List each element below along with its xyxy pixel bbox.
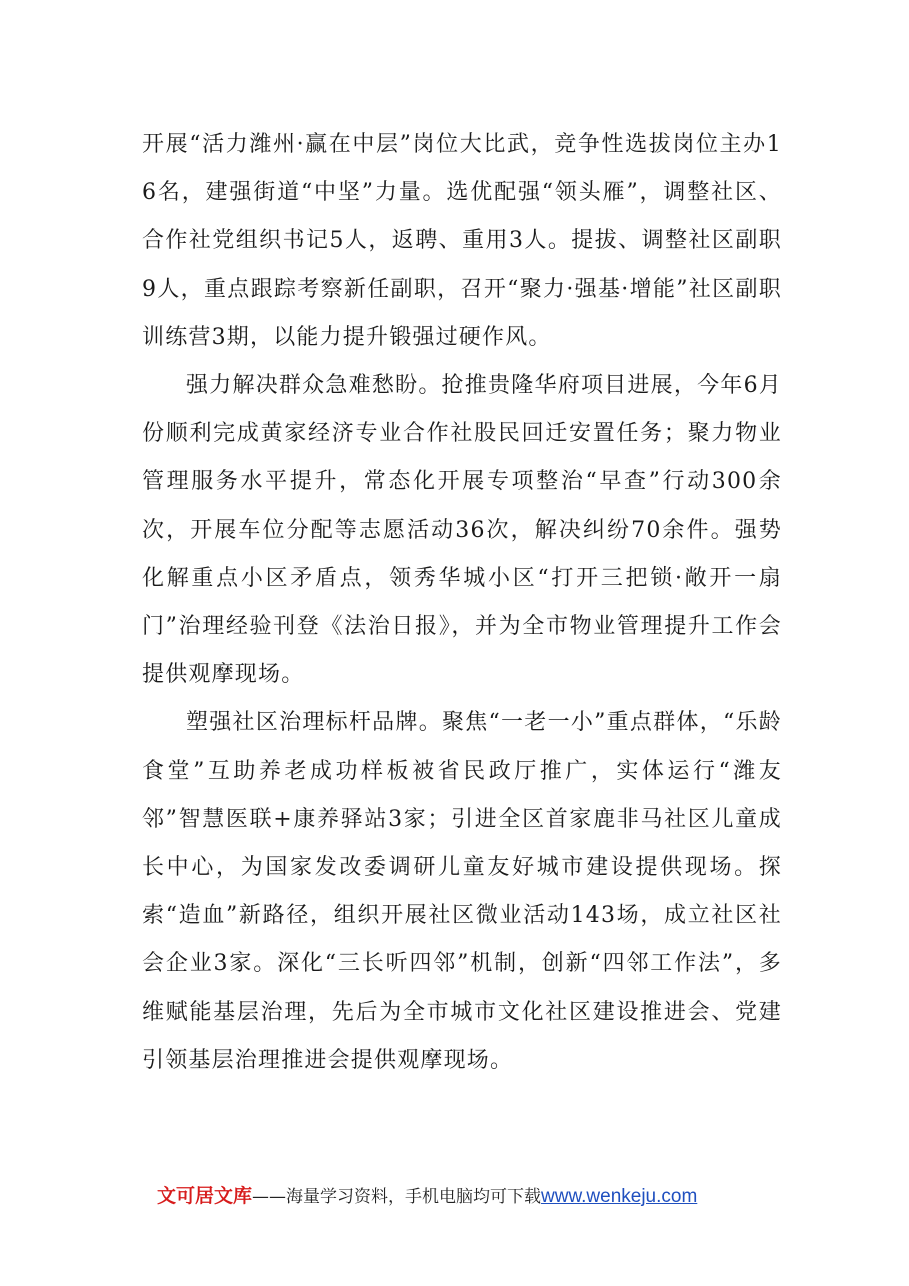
footer-watermark bbox=[157, 1182, 697, 1211]
paragraph-community-governance: 塑强社区治理标杆品牌。聚焦“一老一小”重点群体，“乐龄食堂”互助养老成功样板被省民政厅推广，实体运行“潍友邻”智慧医联+康养驿站3家；引进全区首家鹿非马社区儿童成长中心，为国家发改委调研儿童友好城市建设提供现场。探索“造血”新路径，组织开展社区微业活动143场，成立社区社会企业3家。深化“三长听四邻”机制，创新“四邻工作法”，多维赋能基层治理，先后为全市城市文化社区建设推进会、党建引领基层治理推进会提供观摩现场。 bbox=[142, 710, 782, 1073]
footer-slogan: ——海量学习资料，手机电脑均可下载 bbox=[252, 1187, 542, 1207]
footer-brand: 文可居文库 bbox=[157, 1185, 253, 1207]
footer-site-link[interactable]: www.wenkeju.com bbox=[541, 1186, 698, 1207]
document-body bbox=[142, 121, 782, 1085]
paragraph-cadre-training: 开展“活力潍州·赢在中层”岗位大比武，竞争性选拔岗位主办16名，建强街道“中坚”力量。选优配强“领头雁”，调整社区、合作社党组织书记5人，返聘、重用3人。提拔、调整社区副职9人，重点跟踪考察新任副职，召开“聚力·强基·增能”社区副职训练营3期，以能力提升锻强过硬作风。 bbox=[142, 132, 782, 350]
paragraph-public-concerns: 强力解决群众急难愁盼。抢推贵隆华府项目进展，今年6月份顺利完成黄家经济专业合作社股民回迁安置任务；聚力物业管理服务水平提升，常态化开展专项整治“早查”行动300余次，开展车位分配等志愿活动36次，解决纠纷70余件。强势化解重点小区矛盾点，领秀华城小区“打开三把锁·敞开一扇门”治理经验刊登《法治日报》，并为全市物业管理提升工作会提供观摩现场。 bbox=[142, 373, 782, 688]
